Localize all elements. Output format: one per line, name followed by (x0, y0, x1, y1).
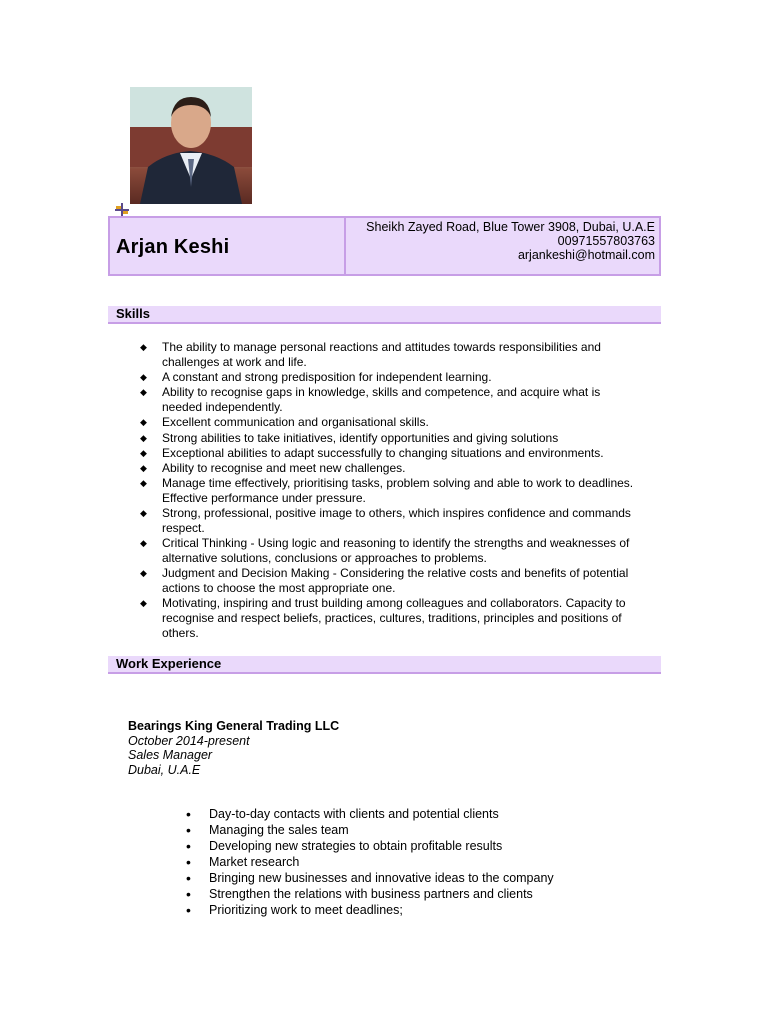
header-box (108, 216, 661, 276)
email-text: arjankeshi@hotmail.com (517, 248, 655, 262)
list-item: • Developing new strategies to obtain profitable results (186, 838, 606, 854)
company-name: Bearings King General Trading LLC (128, 719, 340, 733)
list-item: ◆ Critical Thinking - Using logic and reasoning to identify the strengths and weaknesses of alternative solutions, conclusions or approaches to problems. (140, 536, 640, 565)
section-title: Work Experience (116, 656, 222, 671)
job-entry (128, 719, 339, 777)
list-item: ◆ Ability to recognise and meet new challenges. (140, 461, 640, 476)
section-title: Skills (116, 306, 150, 321)
job-period: October 2014-present (128, 733, 250, 748)
list-item: ◆ Exceptional abilities to adapt successfully to changing situations and environments. (140, 446, 640, 461)
list-item: ◆ Judgment and Decision Making - Considering the relative costs and benefits of potential actions to choose the most appropriate one. (140, 566, 640, 595)
list-item: ◆ Ability to recognise gaps in knowledge, skills and competence, and acquire what is needed independently. (140, 385, 640, 414)
list-item: • Prioritizing work to meet deadlines; (186, 902, 606, 918)
list-item: ◆ Strong abilities to take initiatives, identify opportunities and giving solutions (140, 431, 640, 446)
list-item: • Day-to-day contacts with clients and potential clients (186, 806, 606, 822)
list-item: • Managing the sales team (186, 822, 606, 838)
person-name: Arjan Keshi (116, 236, 230, 258)
contact-block (366, 220, 655, 262)
list-item: ◆ Excellent communication and organisational skills. (140, 415, 640, 430)
list-item: ◆ Motivating, inspiring and trust building among colleagues and collaborators. Capacity to recognise and respect beliefs, practices, cultures, traditions, principles and positions of others. (140, 596, 640, 640)
list-item: • Strengthen the relations with business partners and clients (186, 886, 606, 902)
list-item: ◆ Strong, professional, positive image to others, which inspires confidence and commands respect. (140, 506, 640, 535)
name-cell (110, 218, 346, 274)
profile-photo (130, 87, 252, 204)
address-text: Sheikh Zayed Road, Blue Tower 3908, Dubai, U.A.E (366, 220, 655, 234)
list-item: ◆ The ability to manage personal reactions and attitudes towards responsibilities and challenges at work and life. (140, 340, 640, 369)
work-section-header (108, 656, 661, 674)
phone-text: 00971557803763 (557, 234, 655, 248)
skills-section-header (108, 306, 661, 324)
job-title: Sales Manager (128, 748, 213, 762)
list-item: • Market research (186, 854, 606, 870)
anchor-icon (114, 203, 130, 217)
duties-list (186, 806, 606, 918)
list-item: ◆ A constant and strong predisposition for independent learning. (140, 370, 640, 385)
skills-list (140, 340, 640, 641)
list-item: ◆ Manage time effectively, prioritising tasks, problem solving and able to work to deadlines. Effective performance under pressure. (140, 476, 640, 505)
job-location: Dubai, U.A.E (128, 762, 201, 777)
list-item: • Bringing new businesses and innovative ideas to the company (186, 870, 606, 886)
